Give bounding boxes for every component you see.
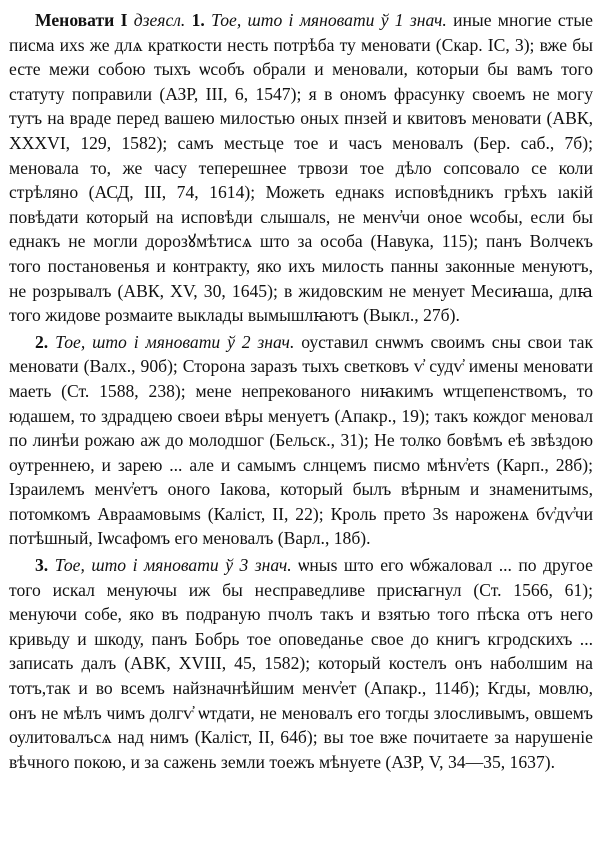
sense-number: 3. [35,555,55,576]
sense-definition: Тое, што і мяновати ў 3 знач. [54,555,292,576]
sense-citations: ѡныs што его ѡбжаловал ... по другое того искал менуючы иж бы несправедливе присꙗгнул (Ст. 1566, 61); менуючи собе, яко въ подраную пчолъ такъ и взятью того пѣска отъ него кривьду и шкоду, панъ Бобрь тое оповеданье свое до книгъ кгродскихъ ... записать далъ (АВК, XVIII, 45, 1582); который костелъ онъ наболшим на тотъ,так и во всемъ найзначнѣйшим менѵ҆ет (Апакр., 114б); Кгды, мовлю, онъ не мѣлъ чимъ долгѵ҆ ѡтдати, не меновалъ его тогды злосливымъ, овшемъ оулитовалъсѧ над нимъ (Каліст, II, 64б); вы тое вже почитаете за нарушеніе вѣчного покою, и за сажень земли тоежъ мѣнуете (АЗР, V, 34—35, 1637). [9,555,593,772]
sense-definition: Тое, што і мяновати ў 1 знач. [211,10,447,30]
sense-number: 2. [35,331,56,352]
sense-paragraph-3 [9,553,593,774]
sense-citations: оуставил снѡмъ своимъ сны свои так меновати (Валх., 90б); Сторона заразъ тыхъ светковъ ѵ҆ судѵ҆ имены меновати маеть (Ст. 1588, 238); мене непрекованого ниꙗкимъ ѡтщепенствомъ, то юдашем, то здрадцею своеи вѣры менуетъ (Апакр., 19); такъ кождог меновал по линѣи рожаю аж до молодшог (Бельск., 31); Не толко бовѣмъ еѣ звѣздою оутреннею, и зарею ... але и самымъ слнцемъ писмо мѣнѵ҆етs (Карп., 28б); Ізраилемъ менѵ҆етъ оного Іакова, который былъ вѣрным и знаменитымs, потомкомъ Авраамовымs (Каліст, II, 22); Кроль прето 3s нароженѧ бѵ҆дѵ҆чи потѣшный, Іѡсафомъ его меновалъ (Варл., 18б). [9,331,593,549]
entry-headword: Меновати I [35,10,128,30]
sense-number: 1. [191,10,212,30]
sense-definition: Тое, што і мяновати ў 2 знач. [55,331,295,352]
part-of-speech: дзеясл. [127,10,192,30]
sense-paragraph-2 [9,330,593,551]
sense-citations: иные многие стые писма ихs же длѧ краткости несть потрѣба ту меновати (Скар. ІС, 3); вже бы есте межи собою тыхъ ѡсобъ обрали и меновали, которыи бы вамъ того статуту поправили (АЗР, III, 6, 1547); я в ономъ фрасунку своемъ не могу тутъ на враде перед вашею милостью оных пнзей и квитовъ меновати (АВК, XXXVI, 129, 1582); самъ местьце тое и часъ меновалъ (Бер. саб., 7б); меновала то, же часу теперешнее трвози тое дѣло сопсовало се коли стрѣляно (АСД, III, 74, 1614); Можеть еднакs исповѣдникъ грѣхъ ıакій повѣдати который на исповѣди слышалs, не менѵ҆чи оное ѡсобы, если бы еднакъ не могли дорозꙋмѣтисѧ што за особа (Навука, 115); панъ Волчекъ того постановенья и контракту, яко ихъ милость панны законные менуютъ, не розрывалъ (АВК, XV, 30, 1645); в жидовским не менует Месиꙗша, длꙗ того жидове розмаите выклады вымышлꙗютъ (Выкл., 27б). [9,10,593,326]
dictionary-entry [9,8,593,774]
sense-paragraph-1 [9,8,593,328]
